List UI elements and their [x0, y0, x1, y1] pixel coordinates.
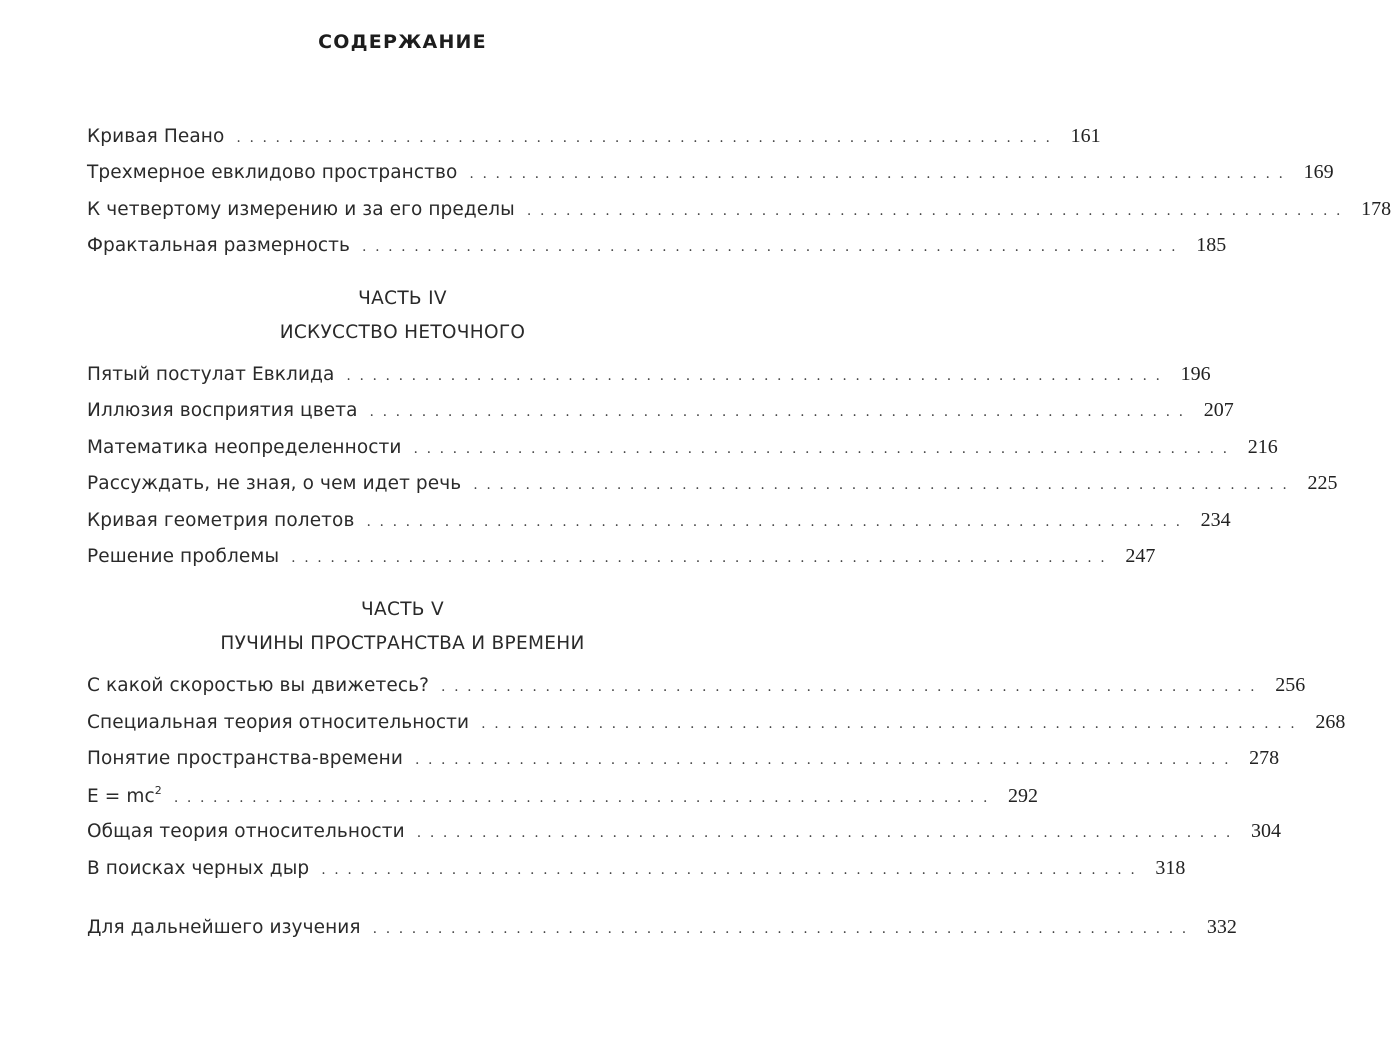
- leader-dots: ...............................................................: [473, 477, 1296, 493]
- entry-title: Иллюзия восприятия цвета: [87, 400, 358, 421]
- entry-title: Рассуждать, не зная, о чем идет речь: [87, 473, 462, 494]
- toc-entry[interactable]: [87, 674, 1306, 702]
- entry-page-number: 292: [1008, 785, 1039, 807]
- entry-title: Общая теория относительности: [87, 821, 405, 842]
- entry-page-number: 268: [1315, 711, 1346, 733]
- leader-dots: ...............................................................: [369, 404, 1192, 420]
- entry-title: Математика неопределенности: [87, 437, 402, 458]
- leader-dots: ...............................................................: [481, 716, 1304, 732]
- exponent-superscript: 2: [154, 784, 162, 797]
- part-title: ПУЧИНЫ ПРОСТРАНСТВА И ВРЕМЕНИ: [220, 633, 585, 654]
- leader-dots: ...............................................................: [236, 130, 1059, 146]
- leader-dots: ...............................................................: [291, 550, 1114, 566]
- toc-entry[interactable]: [87, 399, 1234, 427]
- leader-dots: ...............................................................: [526, 203, 1350, 219]
- entry-title: В поисках черных дыр: [87, 858, 310, 879]
- toc-entry[interactable]: [87, 198, 1391, 226]
- entry-title: С какой скоростью вы движетесь?: [87, 675, 430, 696]
- leader-dots: ...............................................................: [414, 752, 1238, 768]
- toc-title: СОДЕРЖАНИЕ: [318, 31, 487, 53]
- toc-entry[interactable]: [87, 711, 1346, 739]
- entry-title: Для дальнейшего изучения: [87, 917, 361, 938]
- entry-page-number: 196: [1180, 363, 1211, 385]
- toc-entry[interactable]: [87, 857, 1186, 885]
- entry-page-number: 207: [1203, 399, 1234, 421]
- part-number: ЧАСТЬ IV: [358, 288, 447, 309]
- toc-entry[interactable]: [87, 436, 1278, 464]
- entry-title: Трехмерное евклидово пространство: [87, 162, 458, 183]
- entry-title: Кривая геометрия полетов: [87, 510, 355, 531]
- entry-title: Кривая Пеано: [87, 126, 225, 147]
- toc-entry[interactable]: [87, 747, 1280, 775]
- leader-dots: ...............................................................: [372, 921, 1195, 937]
- toc-entry[interactable]: [87, 234, 1227, 262]
- toc-entry[interactable]: [87, 509, 1231, 537]
- entry-page-number: 169: [1303, 161, 1334, 183]
- entry-page-number: 332: [1206, 916, 1237, 938]
- entry-page-number: 216: [1247, 436, 1278, 458]
- toc-entry[interactable]: [87, 472, 1338, 500]
- leader-dots: ...............................................................: [321, 862, 1144, 878]
- part-number: ЧАСТЬ V: [361, 599, 444, 620]
- entry-title: Понятие пространства-времени: [87, 748, 403, 769]
- entry-page-number: 234: [1200, 509, 1231, 531]
- toc-entry[interactable]: [87, 784, 1039, 812]
- toc-entry[interactable]: [87, 161, 1334, 189]
- entry-page-number: 161: [1070, 125, 1101, 147]
- entry-page-number: 178: [1361, 198, 1391, 220]
- toc-entry[interactable]: [87, 545, 1156, 573]
- entry-title: Фрактальная размерность: [87, 235, 351, 256]
- entry-title: К четвертому измерению и за его пределы: [87, 199, 515, 220]
- entry-page-number: 304: [1250, 820, 1281, 842]
- entry-page-number: 256: [1275, 674, 1306, 696]
- leader-dots: ...............................................................: [416, 825, 1239, 841]
- entry-page-number: 318: [1155, 857, 1186, 879]
- entry-page-number: 278: [1249, 747, 1280, 769]
- leader-dots: ...............................................................: [469, 166, 1292, 182]
- entry-page-number: 247: [1125, 545, 1156, 567]
- entry-title: Пятый постулат Евклида: [87, 364, 335, 385]
- entry-title: [87, 784, 162, 807]
- toc-entry[interactable]: [87, 820, 1281, 848]
- leader-dots: ...............................................................: [441, 679, 1264, 695]
- leader-dots: ...............................................................: [173, 790, 997, 806]
- entry-title-text: E = mc: [87, 786, 155, 807]
- entry-title: Специальная теория относительности: [87, 712, 470, 733]
- leader-dots: ...............................................................: [413, 441, 1236, 457]
- toc-entry[interactable]: [87, 916, 1237, 944]
- entry-page-number: 185: [1196, 234, 1227, 256]
- part-title: ИСКУССТВО НЕТОЧНОГО: [279, 322, 526, 343]
- leader-dots: ...............................................................: [366, 514, 1189, 530]
- toc-entry[interactable]: [87, 125, 1101, 153]
- entry-page-number: 225: [1307, 472, 1338, 494]
- toc-entry[interactable]: [87, 363, 1211, 391]
- entry-title: Решение проблемы: [87, 546, 280, 567]
- leader-dots: ...............................................................: [362, 239, 1185, 255]
- leader-dots: ...............................................................: [346, 368, 1169, 384]
